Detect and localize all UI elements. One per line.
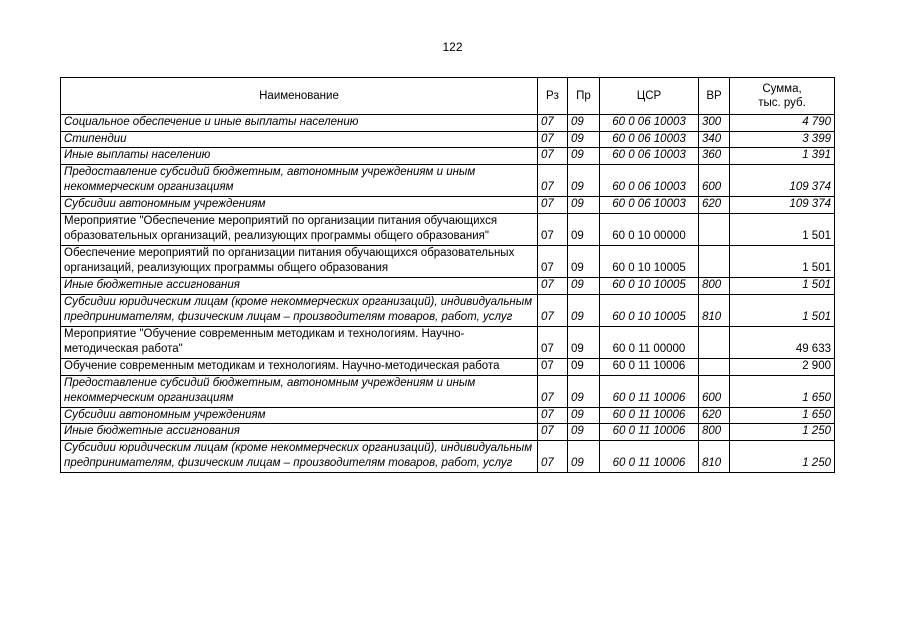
row-name: Субсидии юридическим лицам (кроме некоммерческих организаций), индивидуальным предпринимателям, физическим лицам – производителям товаров, работ, услуг: [61, 294, 538, 326]
table-row: [61, 407, 835, 424]
row-vr: [699, 213, 730, 245]
row-name: Субсидии автономным учреждениям: [61, 407, 538, 424]
row-csr: 60 0 06 10003: [600, 131, 699, 148]
row-rz: 07: [538, 213, 568, 245]
row-rz: 07: [538, 375, 568, 407]
row-name: Иные выплаты населению: [61, 148, 538, 165]
row-csr: 60 0 11 10006: [600, 407, 699, 424]
table-row: [61, 131, 835, 148]
table-row: [61, 424, 835, 441]
row-name: Субсидии автономным учреждениям: [61, 196, 538, 213]
row-sum: 109 374: [730, 196, 835, 213]
row-rz: 07: [538, 164, 568, 196]
row-sum: 1 501: [730, 213, 835, 245]
row-csr: 60 0 10 10005: [600, 245, 699, 277]
table-row: [61, 358, 835, 375]
row-vr: 300: [699, 115, 730, 132]
row-csr: 60 0 10 10005: [600, 294, 699, 326]
row-name: Предоставление субсидий бюджетным, автономным учреждениям и иным некоммерческим организациям: [61, 375, 538, 407]
row-name: Социальное обеспечение и иные выплаты населению: [61, 115, 538, 132]
row-pr: 09: [568, 164, 600, 196]
row-pr: 09: [568, 375, 600, 407]
table-row: [61, 245, 835, 277]
header-name: Наименование: [61, 78, 538, 115]
row-vr: 600: [699, 375, 730, 407]
row-csr: 60 0 06 10003: [600, 115, 699, 132]
row-sum: 2 900: [730, 358, 835, 375]
header-sum: Сумма, тыс. руб.: [730, 78, 835, 115]
row-sum: 1 250: [730, 440, 835, 472]
row-pr: 09: [568, 424, 600, 441]
row-sum: 4 790: [730, 115, 835, 132]
row-csr: 60 0 06 10003: [600, 148, 699, 165]
row-pr: 09: [568, 294, 600, 326]
budget-table: [60, 77, 835, 473]
row-rz: 07: [538, 196, 568, 213]
row-sum: 49 633: [730, 326, 835, 358]
table-row: [61, 294, 835, 326]
row-pr: 09: [568, 131, 600, 148]
page-number: 122: [442, 40, 463, 54]
row-sum: 1 250: [730, 424, 835, 441]
header-vr: ВР: [699, 78, 730, 115]
table-row: [61, 115, 835, 132]
row-vr: [699, 245, 730, 277]
row-rz: 07: [538, 115, 568, 132]
row-pr: 09: [568, 440, 600, 472]
row-name: Субсидии юридическим лицам (кроме некоммерческих организаций), индивидуальным предпринимателям, физическим лицам – производителям товаров, работ, услуг: [61, 440, 538, 472]
table-header-row: [61, 78, 835, 115]
row-vr: [699, 358, 730, 375]
header-pr: Пр: [568, 78, 600, 115]
row-rz: 07: [538, 277, 568, 294]
table-row: [61, 440, 835, 472]
row-name: Иные бюджетные ассигнования: [61, 277, 538, 294]
row-vr: 620: [699, 407, 730, 424]
row-vr: 620: [699, 196, 730, 213]
row-csr: 60 0 11 00000: [600, 326, 699, 358]
row-name: Предоставление субсидий бюджетным, автономным учреждениям и иным некоммерческим организациям: [61, 164, 538, 196]
row-pr: 09: [568, 196, 600, 213]
table-row: [61, 148, 835, 165]
row-name: Обучение современным методикам и технологиям. Научно-методическая работа: [61, 358, 538, 375]
row-sum: 1 501: [730, 277, 835, 294]
row-rz: 07: [538, 358, 568, 375]
table-row: [61, 196, 835, 213]
row-name: Мероприятие "Обеспечение мероприятий по организации питания обучающихся образовательных организаций, реализующих программы общего образования": [61, 213, 538, 245]
row-rz: 07: [538, 326, 568, 358]
row-csr: 60 0 10 10005: [600, 277, 699, 294]
row-rz: 07: [538, 294, 568, 326]
row-vr: 340: [699, 131, 730, 148]
row-sum: 1 650: [730, 407, 835, 424]
row-csr: 60 0 11 10006: [600, 358, 699, 375]
row-csr: 60 0 11 10006: [600, 440, 699, 472]
row-csr: 60 0 10 00000: [600, 213, 699, 245]
row-pr: 09: [568, 277, 600, 294]
row-pr: 09: [568, 245, 600, 277]
row-rz: 07: [538, 407, 568, 424]
row-vr: 360: [699, 148, 730, 165]
row-vr: 810: [699, 294, 730, 326]
table-row: [61, 164, 835, 196]
header-csr: ЦСР: [600, 78, 699, 115]
row-pr: 09: [568, 115, 600, 132]
header-rz: Рз: [538, 78, 568, 115]
row-rz: 07: [538, 424, 568, 441]
row-name: Мероприятие "Обучение современным методикам и технологиям. Научно-методическая работа": [61, 326, 538, 358]
row-vr: 800: [699, 277, 730, 294]
row-sum: 1 391: [730, 148, 835, 165]
table-row: [61, 213, 835, 245]
row-csr: 60 0 06 10003: [600, 164, 699, 196]
row-pr: 09: [568, 326, 600, 358]
row-name: Обеспечение мероприятий по организации питания обучающихся образовательных организаций, реализующих программы общего образования: [61, 245, 538, 277]
row-sum: 109 374: [730, 164, 835, 196]
row-vr: 810: [699, 440, 730, 472]
row-sum: 3 399: [730, 131, 835, 148]
row-rz: 07: [538, 245, 568, 277]
table-row: [61, 326, 835, 358]
row-rz: 07: [538, 131, 568, 148]
row-csr: 60 0 11 10006: [600, 375, 699, 407]
row-vr: 800: [699, 424, 730, 441]
row-sum: 1 650: [730, 375, 835, 407]
row-sum: 1 501: [730, 294, 835, 326]
table-row: [61, 277, 835, 294]
row-pr: 09: [568, 407, 600, 424]
row-name: Иные бюджетные ассигнования: [61, 424, 538, 441]
row-sum: 1 501: [730, 245, 835, 277]
row-name: Стипендии: [61, 131, 538, 148]
table-row: [61, 375, 835, 407]
row-csr: 60 0 11 10006: [600, 424, 699, 441]
row-vr: 600: [699, 164, 730, 196]
row-vr: [699, 326, 730, 358]
row-pr: 09: [568, 358, 600, 375]
row-rz: 07: [538, 440, 568, 472]
row-csr: 60 0 06 10003: [600, 196, 699, 213]
row-pr: 09: [568, 213, 600, 245]
row-pr: 09: [568, 148, 600, 165]
row-rz: 07: [538, 148, 568, 165]
